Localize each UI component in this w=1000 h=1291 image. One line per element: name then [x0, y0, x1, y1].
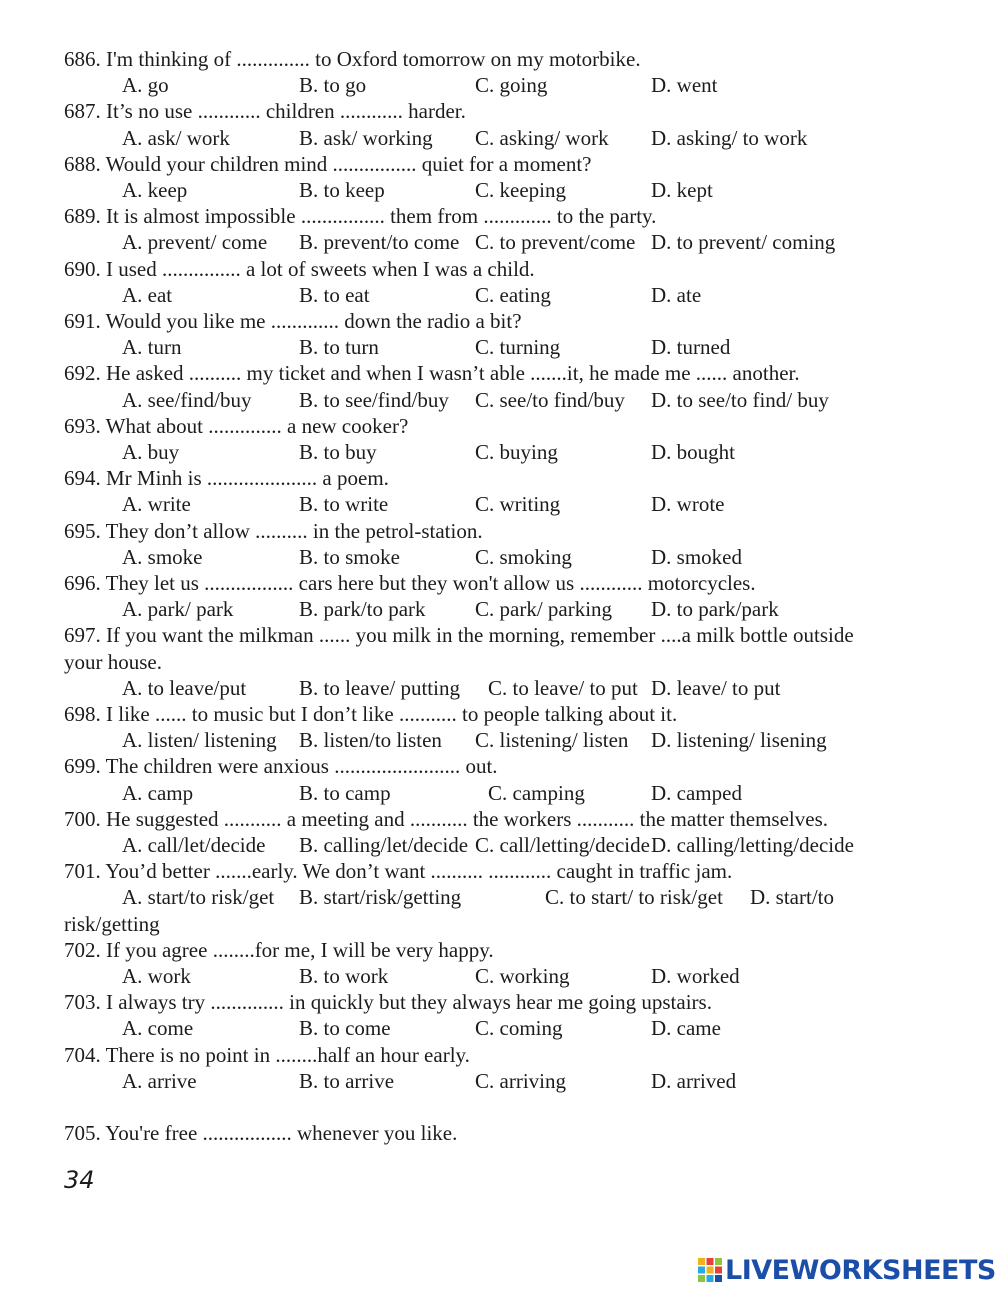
answer-option-d[interactable]: D. arrived [651, 1068, 737, 1093]
answer-option-b[interactable]: B. prevent/to come [299, 230, 460, 255]
answer-option-b[interactable]: B. to buy [299, 440, 377, 464]
liveworksheets-logo-icon [697, 1257, 723, 1283]
answer-option-d[interactable]: D. to park/park [651, 597, 779, 622]
answer-option-d[interactable]: D. smoked [651, 544, 742, 569]
answer-option-b[interactable]: B. to leave/ putting [299, 675, 460, 700]
answer-option-b[interactable]: B. to smoke [299, 544, 400, 569]
question-line: your house. [64, 649, 162, 674]
question-line: 699. The children were anxious ........................ out. [64, 754, 498, 779]
question-line: 704. There is no point in ........half an hour early. [64, 1042, 470, 1067]
answer-option-a[interactable]: A. come [122, 1016, 194, 1041]
answer-option-c[interactable]: C. eating [475, 282, 551, 307]
answer-option-d[interactable]: D. wrote [651, 492, 725, 517]
answer-option-a[interactable]: A. keep [122, 178, 188, 202]
question-line: 702. If you agree ........for me, I will be very happy. [64, 937, 494, 962]
question-line: 695. They don’t allow .......... in the petrol-station. [64, 518, 483, 543]
answer-option-b[interactable]: B. ask/ working [299, 125, 433, 150]
question-line: 686. I'm thinking of .............. to Oxford tomorrow on my motorbike. [64, 47, 641, 71]
answer-option-a[interactable]: A. work [122, 964, 191, 988]
answer-option-a[interactable]: A. call/let/decide [122, 833, 266, 857]
answer-option-c[interactable]: C. to leave/ to put [488, 675, 638, 700]
answer-option-b[interactable]: B. to write [299, 492, 389, 517]
answer-option-c[interactable]: C. camping [488, 780, 585, 805]
answer-option-b[interactable]: B. calling/let/decide [299, 833, 469, 857]
answer-option-c[interactable]: C. call/letting/decide [475, 833, 650, 857]
answer-option-b[interactable]: B. start/risk/getting [299, 885, 462, 910]
answer-option-b[interactable]: B. to turn [299, 335, 379, 360]
answer-option-c[interactable]: C. writing [475, 492, 561, 517]
question-line: 697. If you want the milkman ...... you milk in the morning, remember ....a milk bottle outside [64, 623, 854, 648]
answer-option-c[interactable]: C. listening/ listen [475, 728, 629, 753]
answer-option-c[interactable]: C. smoking [475, 544, 572, 569]
answer-option-c[interactable]: C. see/to find/buy [475, 387, 625, 412]
question-line: 692. He asked .......... my ticket and when I wasn’t able .......it, he made me ...... another. [64, 361, 800, 386]
answer-option-b[interactable]: B. to camp [299, 780, 391, 805]
answer-option-c[interactable]: C. arriving [475, 1068, 566, 1093]
answer-option-b[interactable]: B. listen/to listen [299, 728, 442, 753]
answer-option-d[interactable]: D. asking/ to work [651, 125, 808, 150]
liveworksheets-brand[interactable] [697, 1255, 996, 1285]
question-line: 696. They let us ................. cars here but they won't allow us ............ motorcycles. [64, 571, 756, 595]
answer-option-a[interactable]: A. turn [122, 335, 182, 360]
answer-option-d[interactable]: D. turned [651, 335, 731, 360]
answer-option-b[interactable]: B. park/to park [299, 597, 426, 622]
question-line: 687. It’s no use ............ children ............ harder. [64, 99, 466, 124]
question-line: 705. You're free ................. whenever you like. [64, 1121, 458, 1146]
question-line: 701. You’d better .......early. We don’t want .......... ............ caught in traffic jam. [64, 859, 733, 884]
answer-option-d[interactable]: D. went [651, 73, 718, 98]
answer-option-a[interactable]: A. smoke [122, 544, 203, 569]
answer-option-a[interactable]: A. prevent/ come [122, 230, 268, 255]
answer-option-c[interactable]: C. going [475, 73, 548, 98]
answer-option-c[interactable]: C. coming [475, 1016, 563, 1041]
answer-option-d[interactable]: D. came [651, 1016, 721, 1041]
answer-option-a[interactable]: A. to leave/put [122, 675, 247, 700]
answer-option-b[interactable]: B. to arrive [299, 1068, 395, 1093]
answer-option-a[interactable]: A. ask/ work [122, 125, 230, 150]
answer-option-a[interactable]: A. go [122, 73, 169, 98]
answer-option-a[interactable]: A. buy [122, 440, 180, 464]
answer-option-d[interactable]: D. start/to [750, 885, 834, 910]
answer-option-d[interactable]: D. calling/letting/decide [651, 833, 854, 857]
answer-option-a[interactable]: A. eat [122, 282, 173, 307]
question-line: 703. I always try .............. in quickly but they always hear me going upstairs. [64, 990, 712, 1015]
answer-option-b[interactable]: B. to come [299, 1016, 391, 1041]
answer-option-a[interactable]: A. park/ park [122, 597, 234, 622]
answer-option-d[interactable]: D. leave/ to put [651, 675, 781, 700]
answer-option-c[interactable]: C. buying [475, 440, 558, 464]
answer-option-c[interactable]: C. park/ parking [475, 597, 613, 622]
page-number: 34 [64, 1166, 95, 1194]
answer-option-c[interactable]: C. working [475, 964, 570, 988]
answer-option-c[interactable]: C. asking/ work [475, 125, 609, 150]
answer-option-a[interactable]: A. camp [122, 780, 194, 805]
question-line: 688. Would your children mind ................ quiet for a moment? [64, 151, 592, 176]
brand-name: LIVEWORKSHEETS [725, 1254, 996, 1286]
question-line: risk/getting [64, 911, 160, 936]
answer-option-c[interactable]: C. keeping [475, 178, 566, 202]
answer-option-b[interactable]: B. to work [299, 964, 389, 988]
answer-option-c[interactable]: C. to start/ to risk/get [545, 885, 723, 910]
question-line: 691. Would you like me ............. down the radio a bit? [64, 309, 522, 333]
answer-option-a[interactable]: A. listen/ listening [122, 728, 277, 753]
answer-option-a[interactable]: A. see/find/buy [122, 387, 252, 412]
answer-option-b[interactable]: B. to keep [299, 178, 385, 202]
question-line: 693. What about .............. a new cooker? [64, 413, 409, 438]
answer-option-d[interactable]: D. to prevent/ coming [651, 230, 836, 255]
question-line: 700. He suggested ........... a meeting and ........... the workers ........... the matter themselves. [64, 806, 828, 831]
answer-option-a[interactable]: A. write [122, 492, 191, 517]
question-line: 694. Mr Minh is ..................... a poem. [64, 466, 389, 491]
answer-option-c[interactable]: C. to prevent/come [475, 230, 636, 255]
answer-option-d[interactable]: D. camped [651, 780, 742, 805]
answer-option-c[interactable]: C. turning [475, 335, 561, 360]
question-line: 698. I like ...... to music but I don’t like ........... to people talking about it. [64, 702, 678, 726]
answer-option-d[interactable]: D. worked [651, 964, 740, 988]
answer-option-a[interactable]: A. start/to risk/get [122, 885, 275, 910]
answer-option-b[interactable]: B. to go [299, 73, 367, 98]
answer-option-d[interactable]: D. ate [651, 282, 702, 307]
answer-option-d[interactable]: D. to see/to find/ buy [651, 387, 829, 412]
answer-option-b[interactable]: B. to see/find/buy [299, 387, 449, 412]
answer-option-d[interactable]: D. listening/ lisening [651, 728, 827, 753]
question-line: 690. I used ............... a lot of sweets when I was a child. [64, 256, 535, 281]
answer-option-d[interactable]: D. kept [651, 178, 713, 202]
answer-option-b[interactable]: B. to eat [299, 282, 370, 307]
answer-option-d[interactable]: D. bought [651, 440, 735, 464]
answer-option-a[interactable]: A. arrive [122, 1068, 197, 1093]
question-line: 689. It is almost impossible ................ them from ............. to the party. [64, 204, 657, 229]
